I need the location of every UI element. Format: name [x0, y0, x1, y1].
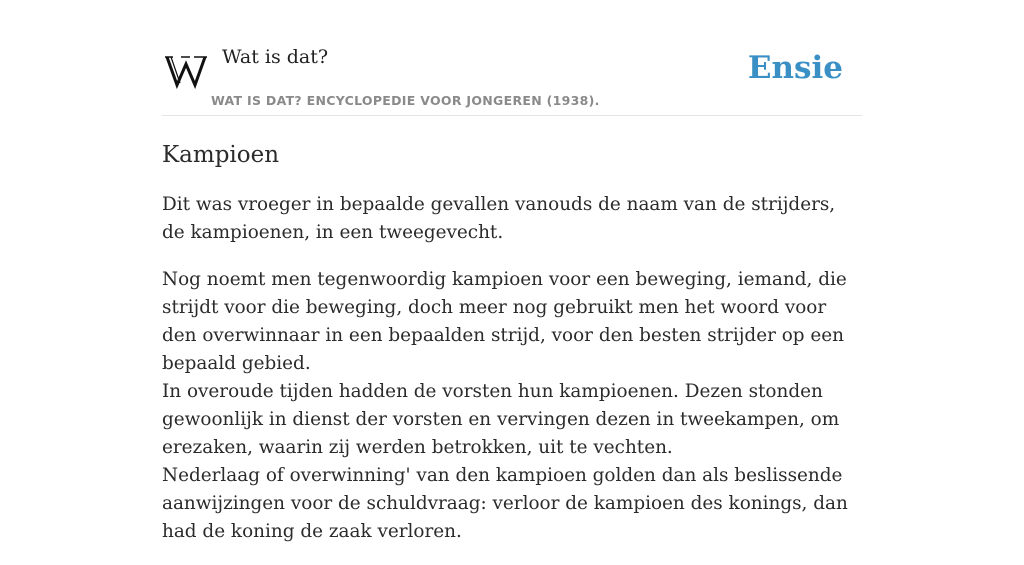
article-heading: Kampioen: [162, 142, 280, 168]
paragraph-line: In overoude tijden hadden de vorsten hun kampioenen. Dezen stonden gewoonlijk in dienst der vorsten en vervingen dezen in tweekampen, om erezaken, waarin zij werden betrokken, uit te vechten.: [162, 381, 840, 458]
brand-logo-link[interactable]: Ensie: [747, 50, 843, 86]
article-paragraph: [162, 266, 862, 546]
article-paragraph: Dit was vroeger in bepaalde gevallen vanouds de naam van de strijders, de kampioenen, in een tweegevecht.: [162, 194, 836, 243]
paragraph-line: Nederlaag of overwinning' van den kampioen golden dan als beslissende aanwijzingen voor de schuldvraag: verloor de kampioen des konings, dan had de koning de zaak verloren.: [162, 465, 848, 542]
paragraph-line: Nog noemt men tegenwoordig kampioen voor een beweging, iemand, die strijdt voor die beweging, doch meer nog gebruikt men het woord voor den overwinnaar in een bepaalden strijd, voor den besten strijder op een bepaald gebied.: [162, 269, 847, 374]
site-title-link[interactable]: Wat is dat?: [222, 46, 329, 68]
article-content: [162, 116, 862, 546]
page-container: [162, 0, 862, 565]
page-header: [162, 0, 862, 116]
wikipedia-w-icon[interactable]: [164, 52, 208, 90]
source-subtitle: WAT IS DAT? ENCYCLOPEDIE VOOR JONGEREN (1938).: [211, 93, 600, 108]
